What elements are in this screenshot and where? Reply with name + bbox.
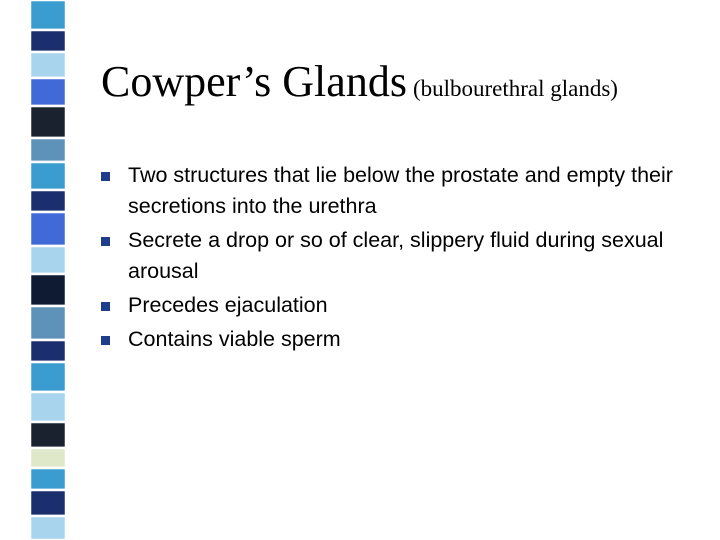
bullet-list xyxy=(99,160,699,358)
stripe-block xyxy=(30,468,66,490)
bullet-text: Precedes ejaculation xyxy=(128,293,328,317)
square-bullet-icon xyxy=(101,336,110,345)
square-bullet-icon xyxy=(101,302,110,311)
stripe-block xyxy=(30,78,66,106)
stripe-block xyxy=(30,274,66,306)
stripe-block xyxy=(30,52,66,78)
stripe-block xyxy=(30,0,66,30)
stripe-block xyxy=(30,392,66,422)
stripe-block xyxy=(30,212,66,246)
stripe-block xyxy=(30,448,66,468)
slide-title xyxy=(101,56,701,107)
stripe-block xyxy=(30,362,66,392)
stripe-block xyxy=(30,190,66,212)
bullet-item xyxy=(99,324,699,355)
stripe-block xyxy=(30,246,66,274)
stripe-block xyxy=(30,422,66,448)
bullet-item xyxy=(99,160,699,222)
stripe-block xyxy=(30,306,66,340)
stripe-block xyxy=(30,340,66,362)
stripe-block xyxy=(30,138,66,162)
bullet-text: Two structures that lie below the prostate and empty their secretions into the urethra xyxy=(128,163,673,218)
stripe-block xyxy=(30,516,66,540)
stripe-block xyxy=(30,30,66,52)
bullet-item xyxy=(99,225,699,287)
bullet-text: Contains viable sperm xyxy=(128,327,341,351)
stripe-block xyxy=(30,106,66,138)
bullet-text: Secrete a drop or so of clear, slippery fluid during sexual arousal xyxy=(128,228,664,283)
square-bullet-icon xyxy=(101,237,110,246)
bullet-item xyxy=(99,290,699,321)
stripe-block xyxy=(30,162,66,190)
decorative-stripe-bar xyxy=(30,0,66,540)
title-note: (bulbourethral glands) xyxy=(412,76,618,101)
square-bullet-icon xyxy=(101,172,110,181)
title-main: Cowper’s Glands xyxy=(101,57,407,106)
stripe-block xyxy=(30,490,66,516)
